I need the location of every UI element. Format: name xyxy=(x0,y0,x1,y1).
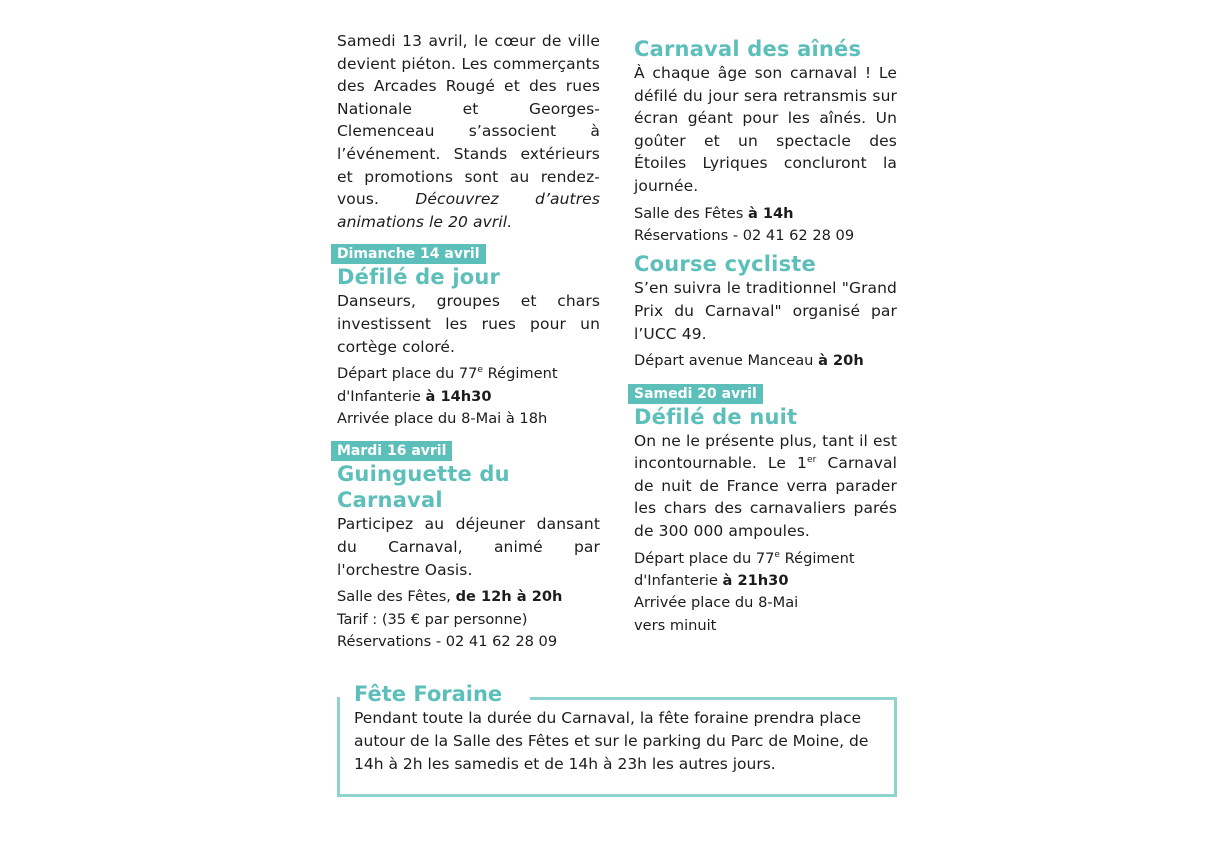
lieu-info: Salle des Fêtes à 14h xyxy=(634,204,794,222)
section-title: Course cycliste xyxy=(634,252,816,277)
reservations-info: Réservations - 02 41 62 28 09 xyxy=(634,226,855,244)
section-title: Carnaval des aînés xyxy=(634,37,862,61)
section-defile-jour xyxy=(337,243,600,430)
arrivee-info: Arrivée place du 8-Mai vers minuit xyxy=(634,594,799,634)
date-badge: Dimanche 14 avril xyxy=(331,244,486,264)
intro-italic: Découvrez d’autres animations le 20 avril. xyxy=(337,190,600,231)
section-text: À chaque âge son carnaval ! Le défilé du jour sera retransmis sur écran géant pour les aînés. Un goûter et un spectacle des Étoiles Lyriques concluront la journée. xyxy=(634,64,897,195)
section-title: Défilé de jour xyxy=(337,265,501,290)
fete-foraine-box-top-border xyxy=(530,697,897,700)
fete-foraine-text: Pendant toute la durée du Carnaval, la fête foraine prendra place autour de la Salle des Fêtes et sur le parking du Parc de Moine, de 14h à 2h les samedis et de 14h à 23h les autres jours. xyxy=(354,709,869,773)
section-text: On ne le présente plus, tant il est incontournable. Le 1er Carnaval de nuit de France verra parader les chars des carnavaliers parés de 300 000 ampoules. xyxy=(634,431,897,540)
section-title: Défilé de nuit xyxy=(634,404,798,429)
section-carnaval-aines xyxy=(634,36,897,247)
intro-text: Samedi 13 avril, le cœur de ville devient piéton. Les commerçants des Arcades Rougé et des rues Nationale et Georges-Clemenceau s’associent à l’événement. Stands extérieurs et promotions sont au rendez-vous. Découvrez d’autres animations le 20 avril. xyxy=(337,32,600,231)
depart-info: Départ avenue Manceau à 20h xyxy=(634,352,864,370)
date-badge: Mardi 16 avril xyxy=(331,441,452,461)
depart-info: Départ place du 77e Régiment d'Infanterie à 14h30 xyxy=(337,365,558,405)
section-text: Participez au déjeuner dansant du Carnaval, animé par l'orchestre Oasis. xyxy=(337,515,600,579)
section-course-cycliste xyxy=(634,251,897,372)
section-text: S’en suivra le traditionnel "Grand Prix du Carnaval" organisé par l’UCC 49. xyxy=(634,279,897,343)
section-title: Guinguette du Carnaval xyxy=(337,462,510,513)
arrivee-info: Arrivée place du 8-Mai à 18h xyxy=(337,409,548,427)
reservations-info: Réservations - 02 41 62 28 09 xyxy=(337,632,558,650)
left-column xyxy=(337,30,600,653)
depart-info: Départ place du 77e Régiment d'Infanterie à 21h30 xyxy=(634,549,855,589)
tarif-info: Tarif : (35 € par personne) xyxy=(337,610,528,628)
lieu-info: Salle des Fêtes, de 12h à 20h xyxy=(337,588,563,606)
section-text: Danseurs, groupes et chars investissent les rues pour un cortège coloré. xyxy=(337,292,600,356)
date-badge: Samedi 20 avril xyxy=(628,384,763,404)
section-defile-nuit xyxy=(634,383,897,638)
section-guinguette xyxy=(337,440,600,653)
right-column xyxy=(634,36,897,637)
fete-foraine-title: Fête Foraine xyxy=(354,681,506,707)
